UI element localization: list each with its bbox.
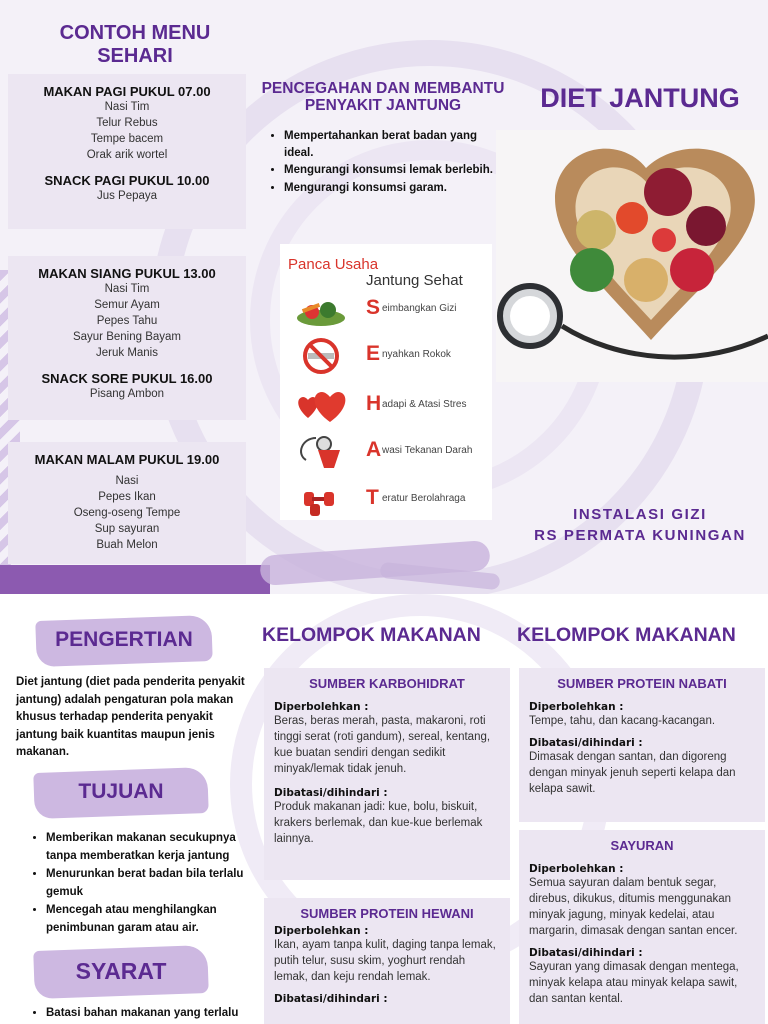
kelompok-title: KELOMPOK MAKANAN bbox=[262, 624, 481, 646]
menu-title bbox=[40, 22, 230, 68]
menu-box-morning bbox=[8, 74, 246, 229]
panca-subtitle: Jantung Sehat bbox=[366, 272, 463, 289]
menu-item: Orak arik wortel bbox=[86, 149, 168, 161]
vegetables-icon bbox=[294, 292, 348, 328]
menu-item: Oseng-oseng Tempe bbox=[73, 507, 181, 519]
panca-row bbox=[290, 386, 490, 426]
protein-nabati-card bbox=[519, 668, 765, 822]
prevention-title-line: PENCEGAHAN DAN MEMBANTU bbox=[261, 80, 505, 97]
panca-letter: E bbox=[366, 342, 381, 365]
meal-heading: MAKAN PAGI PUKUL 07.00 bbox=[43, 84, 211, 99]
menu-box-evening bbox=[8, 442, 246, 564]
prevention-item: • Mengurangi konsumsi lemak berlebih. bbox=[284, 162, 506, 179]
allowed-label: Diperbolehkan : bbox=[529, 863, 624, 875]
panca-letter: T bbox=[366, 486, 379, 509]
protein-hewani-card bbox=[264, 898, 510, 1024]
panca-word: wasi Tekanan Darah bbox=[382, 445, 473, 456]
panca-usaha-panel bbox=[280, 244, 492, 520]
meal-heading: MAKAN SIANG PUKUL 13.00 bbox=[38, 266, 216, 281]
menu-item: Tempe bacem bbox=[90, 133, 164, 145]
meal-heading: SNACK SORE PUKUL 16.00 bbox=[41, 371, 213, 386]
tujuan-item: • Menurunkan berat badan bila terlalu gemuk bbox=[46, 866, 252, 901]
panca-letter: A bbox=[366, 438, 382, 461]
menu-item: Jus Pepaya bbox=[96, 190, 158, 202]
menu-item: Pepes Ikan bbox=[98, 491, 156, 503]
panca-row bbox=[290, 432, 490, 472]
prevention-title-line: PENYAKIT JANTUNG bbox=[304, 97, 462, 114]
panca-title: Panca Usaha bbox=[288, 256, 379, 273]
menu-item: Telur Rebus bbox=[96, 117, 158, 129]
menu-item: Pisang Ambon bbox=[89, 388, 165, 400]
card-title: SAYURAN bbox=[610, 838, 674, 853]
allowed-text: Tempe, tahu, dan kacang-kacangan. bbox=[529, 715, 716, 727]
kelompok-title: KELOMPOK MAKANAN bbox=[517, 624, 736, 646]
limited-label: Dibatasi/dihindari : bbox=[529, 947, 643, 959]
menu-item: Pepes Tahu bbox=[96, 315, 158, 327]
panca-word: eimbangkan Gizi bbox=[382, 303, 457, 314]
menu-item: Semur Ayam bbox=[94, 299, 160, 311]
menu-item: Nasi Tim bbox=[104, 283, 150, 295]
heart-bowl-icon bbox=[496, 130, 768, 382]
blood-pressure-icon bbox=[294, 434, 348, 470]
prevention-item: • Mengurangi konsumsi garam. bbox=[284, 180, 506, 197]
pengertian-text: Diet jantung (diet pada penderita penyakit jantung) adalah pengaturan pola makan khusus terhadap penderita penyakit jantung baik kuantitas maupun jenis makanan. bbox=[16, 676, 245, 758]
menu-item: Nasi bbox=[115, 475, 139, 487]
tujuan-list bbox=[30, 830, 252, 938]
card-title: SUMBER PROTEIN NABATI bbox=[557, 676, 727, 691]
institution-line: INSTALASI GIZI bbox=[573, 506, 707, 523]
decorative-band bbox=[0, 565, 270, 594]
panca-letter: H bbox=[366, 392, 382, 415]
sayuran-card bbox=[519, 830, 765, 1024]
allowed-label: Diperbolehkan : bbox=[274, 925, 369, 937]
prevention-item: • Mempertahankan berat badan yang ideal. bbox=[284, 128, 506, 161]
panca-row bbox=[290, 290, 490, 330]
limited-label: Dibatasi/dihindari : bbox=[274, 787, 388, 799]
allowed-text: Ikan, ayam tanpa kulit, daging tanpa lemak, putih telur, susu skim, yoghurt rendah lemak, dan keju rendah lemak. bbox=[274, 939, 496, 983]
menu-item: Nasi Tim bbox=[104, 101, 150, 113]
allowed-text: Semua sayuran dalam bentuk segar, direbus, dikukus, ditumis menggunakan minyak jagung, minyak kedelai, atau margarin, dimasak dengan santan encer. bbox=[529, 877, 738, 937]
allowed-label: Diperbolehkan : bbox=[274, 701, 369, 713]
diet-jantung-title: DIET JANTUNG bbox=[540, 83, 740, 113]
menu-box-afternoon bbox=[8, 256, 246, 420]
panca-word: nyahkan Rokok bbox=[382, 349, 451, 360]
prevention-list bbox=[268, 128, 506, 197]
no-smoking-icon bbox=[294, 338, 348, 374]
tujuan-item: • Memberikan makanan secukupnya tanpa memberatkan kerja jantung bbox=[46, 830, 252, 865]
syarat-list bbox=[30, 1005, 260, 1023]
tujuan-title: TUJUAN bbox=[78, 780, 164, 803]
menu-title-line: CONTOH MENU bbox=[59, 22, 211, 44]
limited-label: Dibatasi/dihindari : bbox=[529, 737, 643, 749]
limited-text: Sayuran yang dimasak dengan mentega, minyak kelapa atau minyak kelapa sawit, dan santan kental. bbox=[529, 961, 739, 1005]
panca-word: adapi & Atasi Stres bbox=[382, 399, 467, 410]
prevention-title bbox=[252, 80, 514, 114]
menu-item: Sayur Bening Bayam bbox=[72, 331, 182, 343]
karbohidrat-card bbox=[264, 668, 510, 880]
institution-name bbox=[515, 504, 765, 546]
pengertian-title: PENGERTIAN bbox=[55, 628, 193, 651]
limited-text: Dimasak dengan santan, dan digoreng dengan minyak jenuh seperti kelapa dan kelapa sawit. bbox=[529, 751, 736, 795]
institution-line: RS PERMATA KUNINGAN bbox=[534, 527, 746, 544]
panca-letter: S bbox=[366, 296, 381, 319]
meal-heading: MAKAN MALAM PUKUL 19.00 bbox=[34, 452, 220, 467]
allowed-text: Beras, beras merah, pasta, makaroni, roti tinggi serat (roti gandum), sereal, kentang, kue buatan sendiri dengan sedikit minyak/lemak tidak jenuh. bbox=[274, 715, 491, 775]
menu-item: Jeruk Manis bbox=[96, 347, 158, 359]
meal-heading: SNACK PAGI PUKUL 10.00 bbox=[44, 173, 210, 188]
menu-item: Buah Melon bbox=[96, 539, 158, 551]
syarat-title: SYARAT bbox=[75, 958, 167, 984]
syarat-item: • Batasi bahan makanan yang terlalu bbox=[46, 1005, 260, 1022]
card-title: SUMBER PROTEIN HEWANI bbox=[300, 906, 474, 921]
card-title: SUMBER KARBOHIDRAT bbox=[309, 676, 465, 691]
panca-row bbox=[290, 336, 490, 376]
dumbbell-icon bbox=[294, 482, 348, 518]
panca-word: eratur Berolahraga bbox=[382, 493, 466, 504]
menu-item: Sup sayuran bbox=[94, 523, 160, 535]
limited-label: Dibatasi/dihindari : bbox=[274, 993, 388, 1005]
heart-food-illustration bbox=[496, 130, 768, 382]
panca-row bbox=[290, 480, 490, 520]
hearts-icon bbox=[294, 388, 348, 424]
allowed-label: Diperbolehkan : bbox=[529, 701, 624, 713]
menu-title-line: SEHARI bbox=[97, 45, 173, 67]
tujuan-item: • Mencegah atau menghilangkan penimbunan garam atau air. bbox=[46, 902, 252, 937]
limited-text: Produk makanan jadi: kue, bolu, biskuit, krakers berlemak, dan kue-kue berlemak lainnya. bbox=[274, 801, 483, 845]
